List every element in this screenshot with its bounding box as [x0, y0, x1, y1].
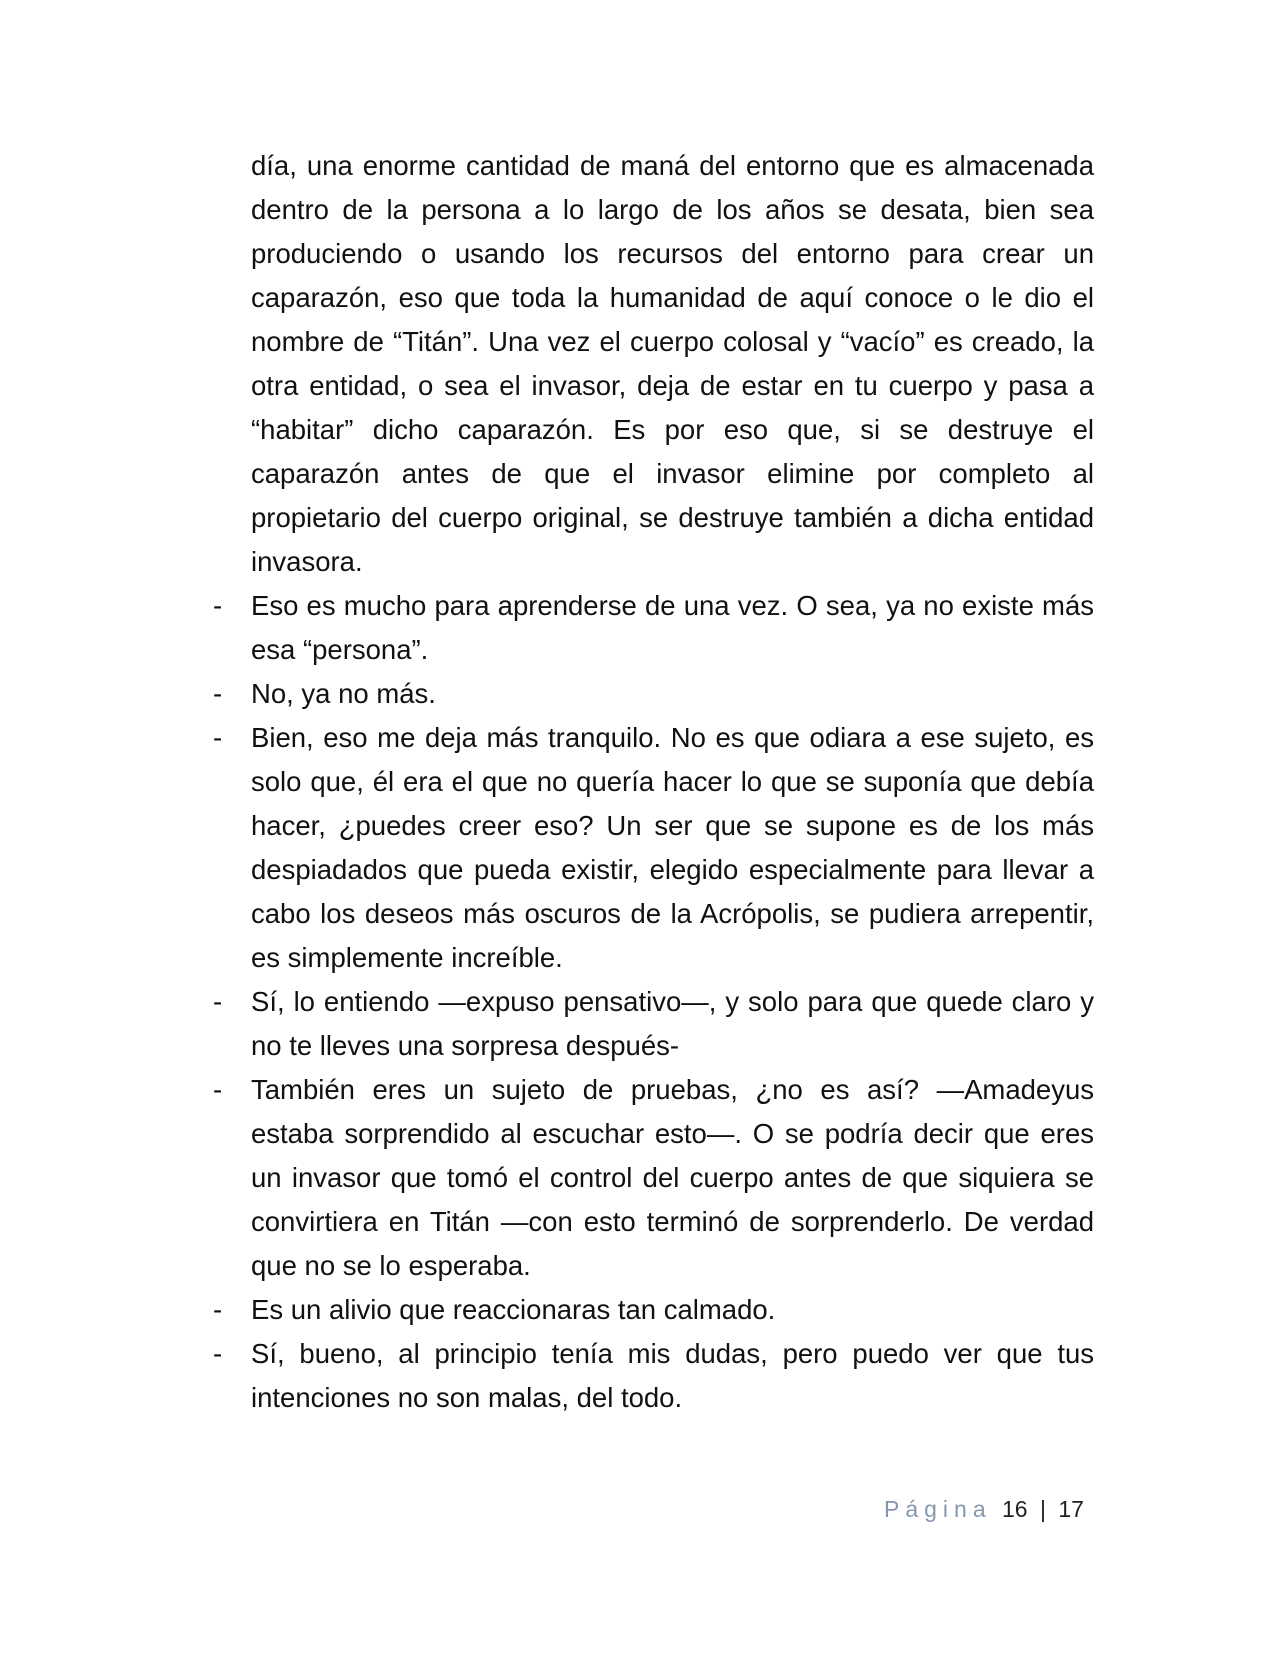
page-separator: |: [1040, 1496, 1046, 1522]
dialogue-text: Sí, lo entiendo —expuso pensativo—, y solo para que quede claro y no te lleves una sorpresa después-: [251, 986, 1094, 1061]
dialogue-dash: -: [213, 1074, 223, 1105]
dialogue-line: [213, 1332, 1094, 1420]
dialogue-text: También eres un sujeto de pruebas, ¿no es así? —Amadeyus estaba sorprendido al escuchar esto—. O se podría decir que eres un invasor que tomó el control del cuerpo antes de que siquiera se convirtiera en Titán —con esto terminó de sorprenderlo. De verdad que no se lo esperaba.: [251, 1074, 1094, 1281]
dialogue-line: [213, 1288, 1094, 1332]
dialogue-text: Sí, bueno, al principio tenía mis dudas, pero puedo ver que tus intenciones no son malas, del todo.: [251, 1338, 1094, 1413]
body-text: [213, 144, 1094, 1420]
total-page-count: 17: [1058, 1496, 1084, 1522]
dialogue-dash: -: [213, 986, 223, 1017]
dialogue-dash: -: [213, 1294, 223, 1325]
dialogue-line: [213, 980, 1094, 1068]
dialogue-text: No, ya no más.: [251, 678, 436, 709]
dialogue-line: [213, 716, 1094, 980]
opening-paragraph: día, una enorme cantidad de maná del entorno que es almacenada dentro de la persona a lo largo de los años se desata, bien sea produciendo o usando los recursos del entorno para crear un caparazón, eso que toda la humanidad de aquí conoce o le dio el nombre de “Titán”. Una vez el cuerpo colosal y “vacío” es creado, la otra entidad, o sea el invasor, deja de estar en tu cuerpo y pasa a “habitar” dicho caparazón. Es por eso que, si se destruye el caparazón antes de que el invasor elimine por completo al propietario del cuerpo original, se destruye también a dicha entidad invasora.: [251, 150, 1094, 577]
dialogue-text: Eso es mucho para aprenderse de una vez. O sea, ya no existe más esa “persona”.: [251, 590, 1094, 665]
dialogue-text: Es un alivio que reaccionaras tan calmado.: [251, 1294, 776, 1325]
dialogue-line: [213, 1068, 1094, 1288]
dialogue-text: Bien, eso me deja más tranquilo. No es que odiara a ese sujeto, es solo que, él era el que no quería hacer lo que se suponía que debía hacer, ¿puedes creer eso? Un ser que se supone es de los más despiadados que pueda existir, elegido especialmente para llevar a cabo los deseos más oscuros de la Acrópolis, se pudiera arrepentir, es simplemente increíble.: [251, 722, 1094, 973]
dialogue-dash: -: [213, 590, 223, 621]
dialogue-line: [213, 584, 1094, 672]
dialogue-line: [213, 672, 1094, 716]
dialogue-dash: -: [213, 678, 223, 709]
page-footer: [884, 1494, 1084, 1524]
current-page-number: 16: [1002, 1496, 1028, 1522]
dialogue-dash: -: [213, 1338, 223, 1369]
dialogue-dash: -: [213, 722, 223, 753]
page-label: Página: [884, 1496, 992, 1522]
